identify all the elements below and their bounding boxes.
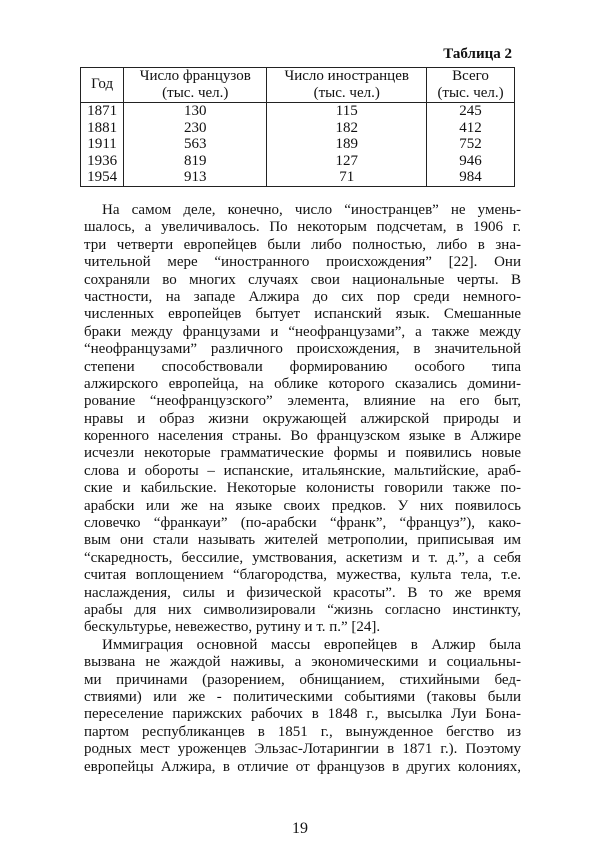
text-line: бескультурье, невежество, рутину и т. п.” [24]. [84,619,381,636]
text-line: арабы для них символизировали “жизнь согласно инстинкту, [84,601,521,618]
text-line: родных мест уроженцев Эльзас-Лотарингии в 1871 г.). Поэтому [84,741,521,758]
cell-foreigners: 115 [267,103,427,120]
text-line: арабски или же на языке своих предков. У них появилось [84,497,521,514]
header-foreigners [267,68,427,103]
cell-foreigners: 71 [267,169,427,186]
text-line: На самом деле, конечно, число “иностранцев” не умень- [102,202,521,218]
text-line: “скаредность, бессилие, умствования, аскетизм и т. д.”, а себя [84,549,521,566]
text-line: численных европейцев бытует испанский язык. Смешанные [84,306,521,323]
text-line: чительной мере “иностранного происхождения” [22]. Они [84,254,521,271]
text-line: частности, на западе Алжира до сих пор среди немного- [84,288,521,305]
body-text [84,202,521,776]
table-row [81,103,515,120]
cell-total: 984 [427,169,515,186]
cell-year: 1954 [81,169,124,186]
header-french [124,68,267,103]
text-line: партом республиканцев в 1851 г., вынужденное бегство из [84,723,521,740]
text-line: нравы и образ жизни окружающей алжирской природы и [84,410,521,427]
table-row [81,169,515,186]
text-line: европейцы Алжира, в отличие от французов в других колониях, [84,758,521,775]
table-row [81,136,515,153]
header-foreigners-unit: (тыс. чел.) [313,84,380,101]
text-line: вызвана не жаждой наживы, а экономическими и социальны- [84,654,521,671]
cell-year: 1871 [81,103,124,120]
text-line: ские и кабильские. Некоторые колонисты говорили также по- [84,480,521,497]
cell-foreigners: 189 [267,136,427,153]
text-line: рование “неофранцузского” элемента, влияние на его быт, [84,393,521,410]
header-total-label: Всего [452,68,489,84]
table-caption: Таблица 2 [443,46,512,62]
text-line: три четверти европейцев были либо полностью, либо в зна- [84,236,521,253]
cell-total: 752 [427,136,515,153]
cell-year: 1881 [81,120,124,137]
text-line: наслаждения, силы и физической красоты”. В то же время [84,584,521,601]
header-french-unit: (тыс. чел.) [162,84,229,101]
header-total [427,68,515,103]
header-french-label: Число французов [139,68,251,84]
cell-french: 130 [124,103,267,120]
text-line: считая воплощением “благородства, мужества, культа тела, т.е. [84,567,521,584]
text-line: исчезли некоторые грамматические формы и появились новые [84,445,521,462]
text-line: Иммиграция основной массы европейцев в Алжир была [102,636,521,653]
population-table [80,67,515,187]
text-line: алжирского европейца, на облике которого сказались домини- [84,375,521,392]
text-line: браки между французами и “неофранцузами”, а также между [84,323,521,340]
text-line: коренного населения страны. Во французском языке в Алжире [84,428,521,445]
cell-foreigners: 182 [267,120,427,137]
cell-foreigners: 127 [267,153,427,170]
cell-french: 230 [124,120,267,137]
header-foreigners-label: Число иностранцев [284,68,409,84]
cell-year: 1911 [81,136,124,153]
text-line: степени способствовали формированию особого типа [84,358,521,375]
cell-total: 245 [427,103,515,120]
text-line: словечко “франкауи” (по-арабски “франк”, “француз”), како- [84,515,521,532]
text-line: “неофранцузами” различного происхождения, в значительной [84,341,521,358]
cell-french: 819 [124,153,267,170]
cell-french: 563 [124,136,267,153]
cell-french: 913 [124,169,267,186]
table-row [81,153,515,170]
page-number: 19 [292,820,308,837]
text-line: слова и обороты – испанские, итальянские, мальтийские, араб- [84,462,521,479]
header-total-unit: (тыс. чел.) [437,84,504,101]
text-line: сохраняли во многих случаях свои национальные черты. В [84,271,521,288]
paragraph [84,202,521,637]
text-line: вым они стали называть жителей метрополии, приписывая им [84,532,521,549]
table-row [81,120,515,137]
cell-total: 946 [427,153,515,170]
header-year-label: Год [91,76,114,93]
table-header-row [81,68,515,103]
cell-year: 1936 [81,153,124,170]
header-year [81,68,124,103]
text-line: ствиями) или же - политическими событиями (таковы были [84,688,521,705]
paragraph [84,637,521,776]
cell-total: 412 [427,120,515,137]
text-line: шалось, а увеличивалось. По некоторым подсчетам, в 1906 г. [84,219,521,236]
text-line: ми причинами (разорением, обнищанием, стихийными бед- [84,671,521,688]
text-line: переселение парижских рабочих в 1848 г., высылка Луи Бона- [84,706,521,723]
